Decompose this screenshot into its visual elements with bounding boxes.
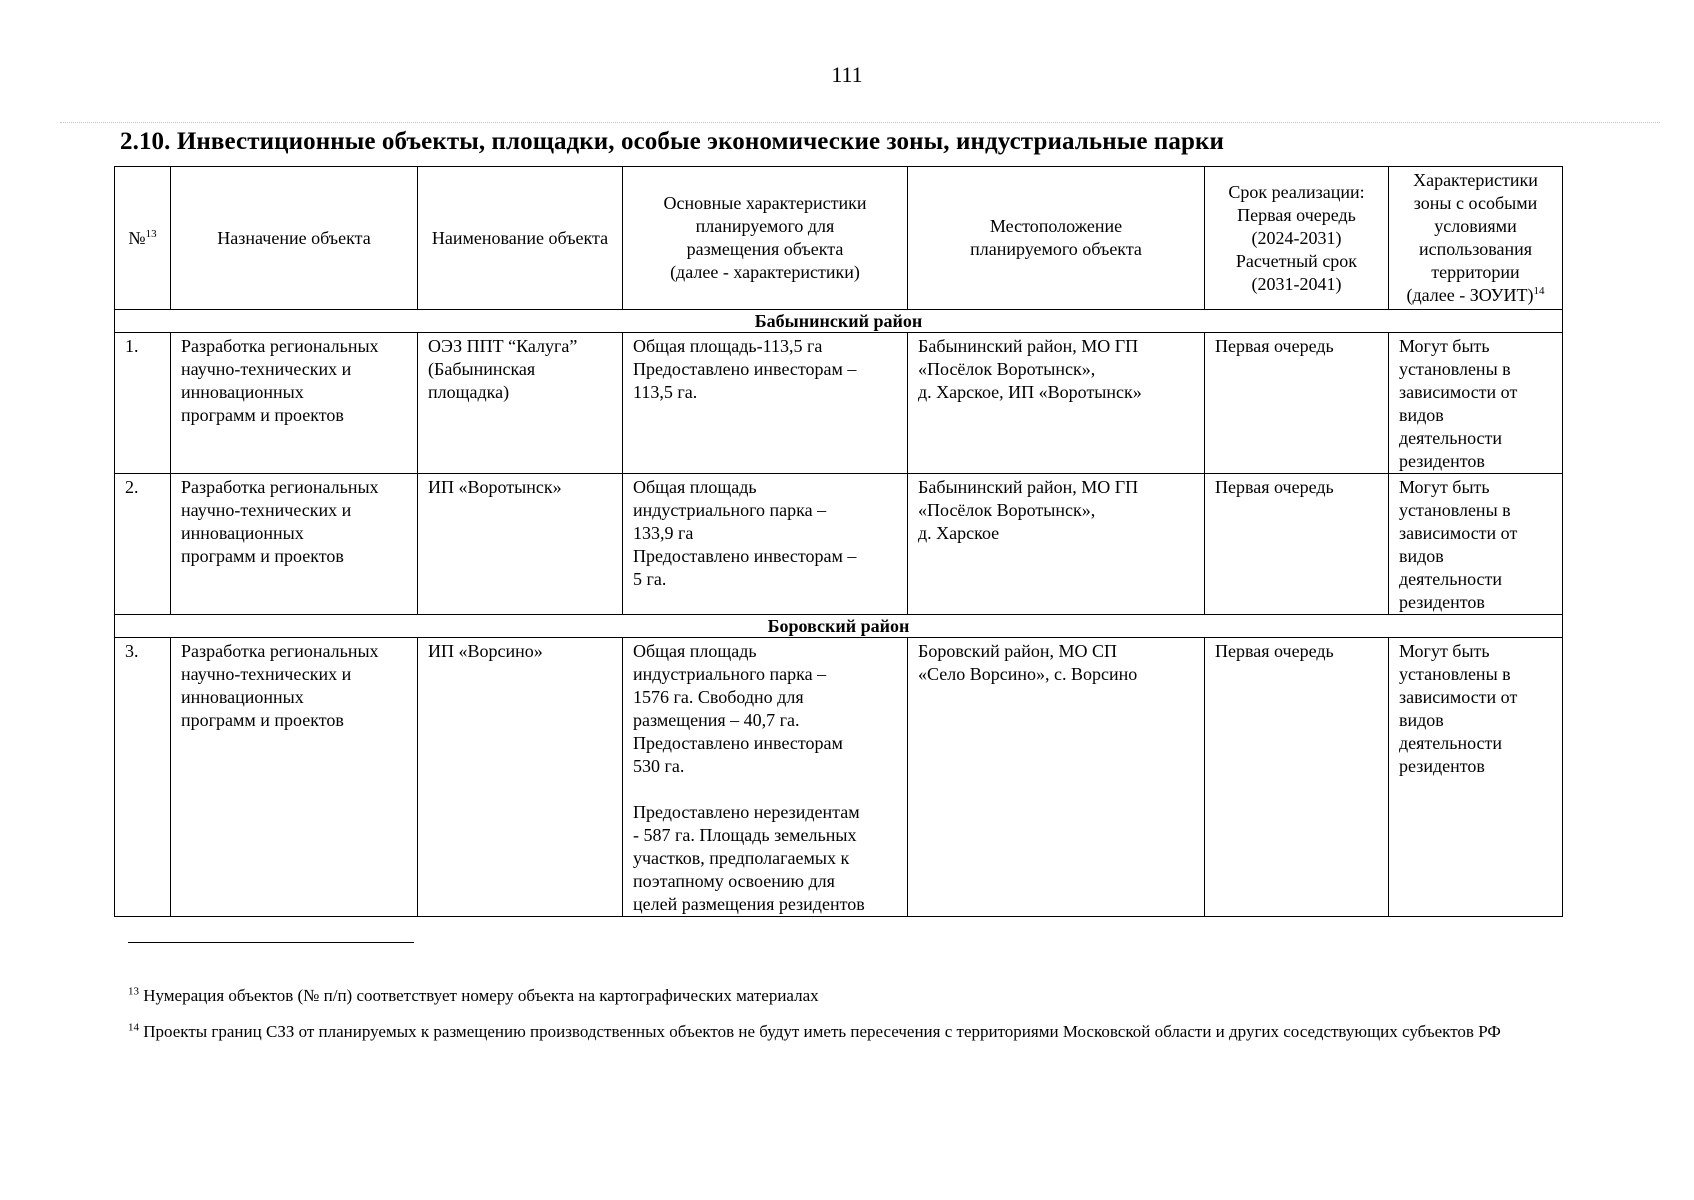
district-row [115, 310, 1563, 333]
page-number: 111 [831, 62, 863, 87]
table-row [115, 474, 1563, 615]
cell-name: ИП «Воротынск» [418, 474, 623, 615]
header-name: Наименование объекта [418, 167, 623, 310]
cell-num: 2. [115, 474, 171, 615]
table-row [115, 333, 1563, 474]
cell-num: 1. [115, 333, 171, 474]
cell-characteristics: Общая площадь-113,5 га Предоставлено инвесторам – 113,5 га. [623, 333, 908, 474]
header-zouit: Характеристики зоны с особыми условиями использования территории (далее - ЗОУИТ)$^{14}$ [1389, 167, 1563, 310]
scan-artifact-line [60, 122, 1660, 123]
header-num: №$^{13}$ [115, 167, 171, 310]
cell-location: Боровский район, МО СП «Село Ворсино», с. Ворсино [908, 638, 1205, 917]
district-name: Бабынинский район [115, 310, 1563, 333]
cell-characteristics: Общая площадь индустриального парка – 1576 га. Свободно для размещения – 40,7 га. Предоставлено инвесторам 530 га. Предоставлено нерезидентам - 587 га. Площадь земельных участков, предполагаемых к поэтапному освоению для целей размещения резидентов [623, 638, 908, 917]
cell-location: Бабынинский район, МО ГП «Посёлок Воротынск», д. Харское [908, 474, 1205, 615]
header-characteristics: Основные характеристики планируемого для размещения объекта (далее - характеристики) [623, 167, 908, 310]
investment-objects-table [114, 166, 1563, 917]
footnote-14: $^{14}$ Проекты границ СЗЗ от планируемых к размещению производственных объектов не будут иметь пересечения с территориями Московской области и других соседствующих субъектов РФ [128, 1021, 1501, 1041]
cell-location: Бабынинский район, МО ГП «Посёлок Воротынск», д. Харское, ИП «Воротынск» [908, 333, 1205, 474]
cell-zouit: Могут быть установлены в зависимости от видов деятельности резидентов [1389, 474, 1563, 615]
section-title: 2.10. Инвестиционные объекты, площадки, особые экономические зоны, индустриальные парки [120, 128, 1225, 155]
cell-characteristics: Общая площадь индустриального парка – 133,9 га Предоставлено инвесторам – 5 га. [623, 474, 908, 615]
district-name: Боровский район [115, 615, 1563, 638]
cell-purpose: Разработка региональных научно-технических и инновационных программ и проектов [171, 474, 418, 615]
cell-zouit: Могут быть установлены в зависимости от видов деятельности резидентов [1389, 333, 1563, 474]
cell-num: 3. [115, 638, 171, 917]
cell-purpose: Разработка региональных научно-технических и инновационных программ и проектов [171, 333, 418, 474]
table-row [115, 638, 1563, 917]
cell-timeline: Первая очередь [1205, 333, 1389, 474]
table-header-row [115, 167, 1563, 310]
cell-name: ИП «Ворсино» [418, 638, 623, 917]
cell-name: ОЭЗ ППТ “Калуга” (Бабынинская площадка) [418, 333, 623, 474]
cell-timeline: Первая очередь [1205, 474, 1389, 615]
header-location: Местоположение планируемого объекта [908, 167, 1205, 310]
header-timeline: Срок реализации: Первая очередь (2024-2031) Расчетный срок (2031-2041) [1205, 167, 1389, 310]
cell-purpose: Разработка региональных научно-технических и инновационных программ и проектов [171, 638, 418, 917]
cell-timeline: Первая очередь [1205, 638, 1389, 917]
footnote-13: $^{13}$ Нумерация объектов (№ п/п) соответствует номеру объекта на картографических материалах [128, 985, 819, 1005]
district-row [115, 615, 1563, 638]
footnote-separator [128, 942, 414, 943]
cell-zouit: Могут быть установлены в зависимости от видов деятельности резидентов [1389, 638, 1563, 917]
header-purpose: Назначение объекта [171, 167, 418, 310]
